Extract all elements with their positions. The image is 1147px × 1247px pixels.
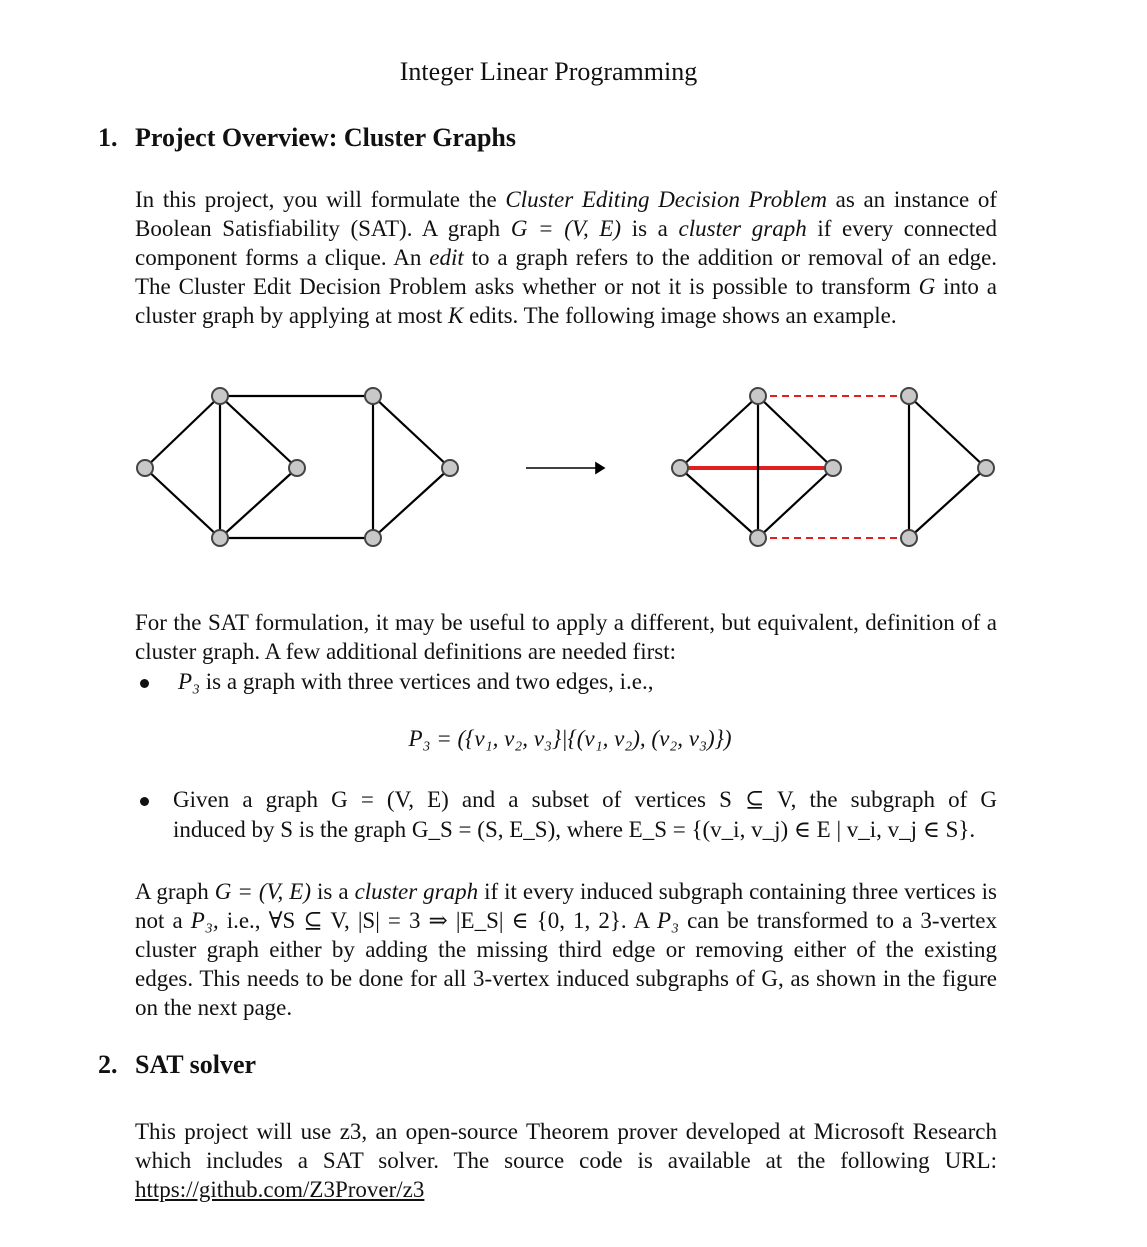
graph-vertex bbox=[672, 460, 688, 476]
cluster-text-1: A graph bbox=[135, 879, 209, 904]
definitions-intro: For the SAT formulation, it may be useful to apply a different, but equivalent, definition of a cluster graph. A few additional definitions are needed first: bbox=[135, 610, 997, 664]
bullet-p3-math: P₃ bbox=[178, 669, 201, 694]
cluster-text-3: if it every induced subgraph containing three vertices is not a bbox=[135, 879, 997, 933]
intro-text-7: edits. The following image shows an example. bbox=[469, 303, 897, 328]
cluster-edit-figure bbox=[130, 383, 1000, 553]
intro-term-cedp: Cluster Editing Decision Problem bbox=[505, 187, 827, 212]
graph-vertex bbox=[289, 460, 305, 476]
intro-paragraph bbox=[135, 185, 997, 330]
edited-graph bbox=[672, 388, 994, 546]
graph-vertex bbox=[442, 460, 458, 476]
intro-math-k: K bbox=[448, 303, 464, 328]
graph-vertex bbox=[901, 530, 917, 546]
induced-line-2: induced by S is the graph G_S = (S, E_S), where E_S = {(v_i, v_j) ∈ E | v_i, v_j ∈ S}. bbox=[173, 817, 976, 842]
page-title: Integer Linear Programming bbox=[399, 57, 698, 86]
bullet-icon bbox=[140, 679, 149, 688]
cluster-math-graph: G = (V, E) bbox=[214, 879, 312, 904]
cluster-term: cluster graph bbox=[354, 879, 479, 904]
graph-vertex bbox=[365, 530, 381, 546]
intro-text-3: is a bbox=[631, 216, 668, 241]
intro-math-g: G bbox=[918, 274, 936, 299]
intro-text-1: In this project, you will formulate the bbox=[135, 187, 497, 212]
bullet-p3-text: is a graph with three vertices and two edges, i.e., bbox=[205, 669, 654, 694]
graph-vertex bbox=[901, 388, 917, 404]
intro-math-graph: G = (V, E) bbox=[510, 216, 622, 241]
graph-vertex bbox=[750, 530, 766, 546]
p3-formula bbox=[0, 726, 1140, 752]
sat-solver-paragraph bbox=[135, 1117, 997, 1204]
graph-vertex bbox=[365, 388, 381, 404]
cluster-text-4: i.e., ∀S ⊆ V, |S| = 3 ⇒ |E_S| ∈ {0, 1, 2}. A bbox=[226, 908, 649, 933]
cluster-text-5: can be transformed to a 3-vertex cluster graph either by adding the missing third edge or removing either of the existing edges. This needs to be done for all 3-vertex induced subgraphs of G, as shown in the figure on the next page. bbox=[135, 908, 998, 1020]
section-2-title: SAT solver bbox=[135, 1050, 257, 1079]
p3-formula-text: P₃ = ({v₁, v₂, v₃}|{(v₁, v₂), (v₂, v₃)}) bbox=[408, 726, 732, 751]
z3-url-link[interactable]: https://github.com/Z3Prover/z3 bbox=[135, 1177, 425, 1202]
cluster-math-p3b: P₃ bbox=[656, 908, 679, 933]
graph-vertex bbox=[212, 388, 228, 404]
intro-text-2: as an instance of Boolean Satisfiability (SAT). A graph bbox=[135, 187, 998, 241]
graph-vertex bbox=[825, 460, 841, 476]
bullet-icon bbox=[140, 797, 149, 806]
graph-vertex bbox=[750, 388, 766, 404]
cluster-text-2: is a bbox=[317, 879, 349, 904]
section-2-number: 2. bbox=[98, 1050, 118, 1079]
section-1-title: Project Overview: Cluster Graphs bbox=[135, 123, 516, 152]
intro-text-4: if every connected component forms a clique. An bbox=[135, 216, 997, 270]
section-1-heading bbox=[98, 123, 516, 153]
cluster-definition-paragraph bbox=[135, 877, 997, 1022]
section-2-heading bbox=[98, 1050, 256, 1080]
bullet-p3-definition bbox=[178, 667, 654, 697]
cluster-math-p3: P₃, bbox=[190, 908, 219, 933]
bullet-induced-subgraph bbox=[173, 785, 997, 845]
graph-vertex bbox=[137, 460, 153, 476]
induced-line-1: Given a graph G = (V, E) and a subset of vertices S ⊆ V, the subgraph of G bbox=[173, 787, 997, 812]
intro-term-edit: edit bbox=[429, 245, 464, 270]
graph-vertex bbox=[212, 530, 228, 546]
intro-text-5: to a graph refers to the addition or removal of an edge. The Cluster Edit Decision Problem asks whether or not it is possible to transform bbox=[135, 245, 998, 299]
graph-vertex bbox=[978, 460, 994, 476]
intro-term-cluster-graph: cluster graph bbox=[678, 216, 807, 241]
sat-solver-text: This project will use z3, an open-source Theorem prover developed at Microsoft Research which includes a SAT solver. The source code is available at the following URL: bbox=[135, 1119, 997, 1173]
intro-text-6: into a cluster graph by applying at most bbox=[135, 274, 998, 328]
section-1-number: 1. bbox=[98, 123, 118, 152]
transform-arrow bbox=[526, 463, 604, 473]
